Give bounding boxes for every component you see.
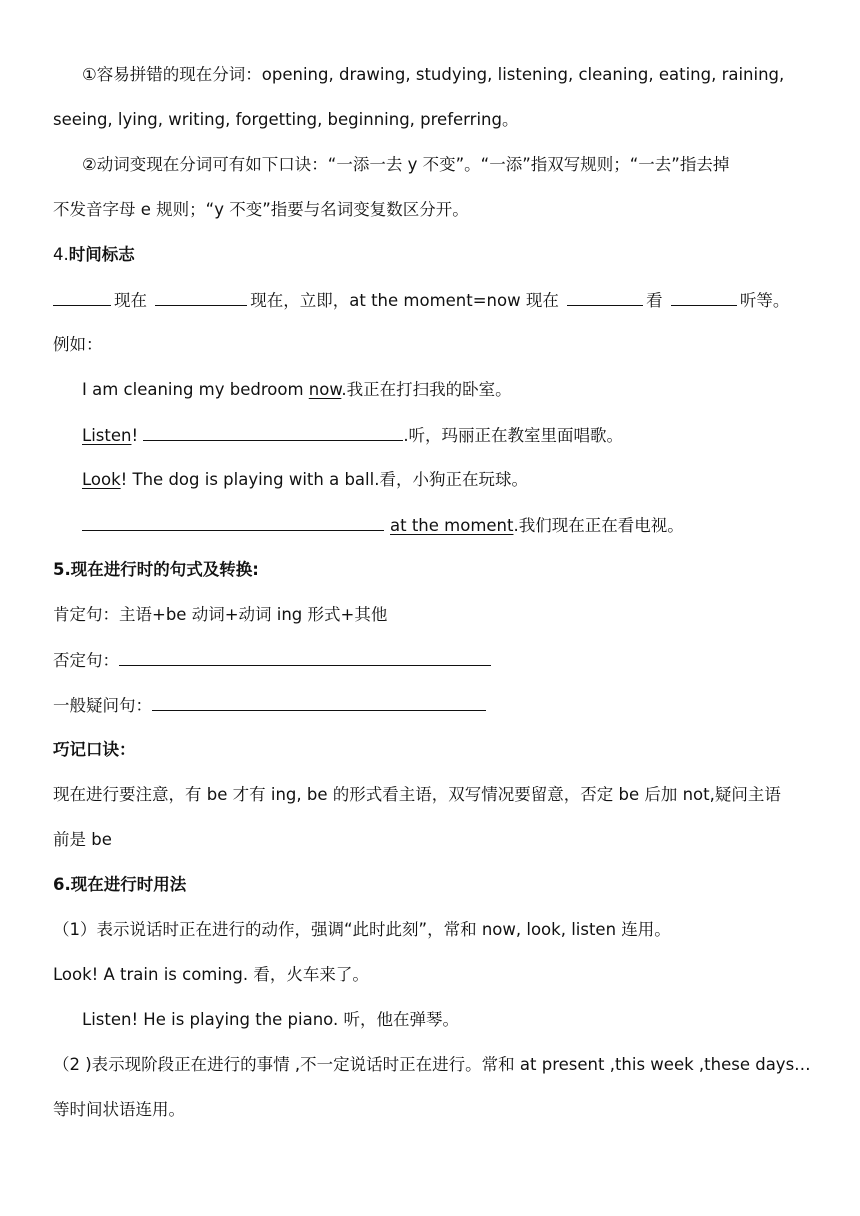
example-3-text: ! The dog is playing with a ball.看，小狗正在玩球。: [120, 470, 528, 489]
usage-2-line-1: （2 )表示现阶段正在进行的事情 ,不一定说话时正在进行。常和 at present ,this week ,these days…: [53, 1055, 811, 1074]
example-1-keyword: now: [308, 380, 342, 399]
marker-word-3: 看: [646, 291, 663, 310]
marker-word-2: 现在，立即，at the moment=now 现在: [250, 291, 559, 310]
marker-word-1: 现在: [114, 291, 147, 310]
rhyme-line-1: 现在进行要注意，有 be 才有 ing, be 的形式看主语，双写情况要留意，否定 be 后加 not,疑问主语: [53, 785, 781, 804]
spelling-note-line-1: ①容易拼错的现在分词：opening, drawing, studying, listening, cleaning, eating, raining,: [82, 65, 785, 84]
fill-blank-6[interactable]: [82, 513, 384, 531]
example-2-translation: .听，玛丽正在教室里面唱歌。: [403, 426, 624, 445]
section-4-number: 4.: [53, 245, 69, 264]
example-3-keyword: Look: [82, 470, 121, 489]
rhyme-line-2: 前是 be: [53, 830, 112, 849]
marker-word-4: 听等。: [739, 291, 790, 310]
fill-blank-1[interactable]: [53, 288, 111, 306]
fill-blank-8[interactable]: [152, 693, 486, 711]
fill-blank-2[interactable]: [155, 288, 247, 306]
fill-blank-5[interactable]: [143, 423, 403, 441]
usage-1-example-1: Look! A train is coming. 看，火车来了。: [53, 965, 369, 984]
rhyme-heading: 巧记口诀：: [53, 740, 136, 759]
example-4-translation: .我们现在正在看电视。: [513, 516, 684, 535]
section-6-heading: 6.现在进行时用法: [53, 875, 187, 894]
question-label: 一般疑问句：: [53, 696, 152, 715]
section-5-heading: 5.现在进行时的句式及转换:: [53, 560, 259, 579]
rule-rhyme-line-1: ②动词变现在分词可有如下口诀：“一添一去 y 不变”。“一添”指双写规则；“一去”指去掉: [82, 155, 730, 174]
usage-2-line-2: 等时间状语连用。: [53, 1100, 185, 1119]
example-1-text: I am cleaning my bedroom: [82, 380, 309, 399]
example-3: [82, 468, 812, 492]
fill-blank-7[interactable]: [119, 648, 491, 666]
spelling-note-line-2: seeing, lying, writing, forgetting, beginning, preferring。: [53, 110, 519, 129]
example-1: [82, 378, 812, 402]
example-4-keyword: at the moment: [390, 516, 514, 535]
usage-1-example-2: Listen! He is playing the piano. 听，他在弹琴。: [82, 1010, 459, 1029]
affirmative-sentence: 肯定句：主语+be 动词+动词 ing 形式+其他: [53, 605, 388, 624]
negative-label: 否定句：: [53, 651, 119, 670]
example-label: 例如：: [53, 335, 103, 354]
fill-blank-4[interactable]: [671, 288, 737, 306]
time-markers-line: [53, 288, 812, 312]
example-4: [82, 513, 812, 537]
fill-blank-3[interactable]: [567, 288, 643, 306]
rule-rhyme-line-2: 不发音字母 e 规则；“y 不变”指要与名词变复数区分开。: [53, 200, 469, 219]
negative-sentence-line: [53, 648, 812, 672]
example-2-keyword: Listen: [82, 426, 132, 445]
section-4-title: 时间标志: [68, 245, 135, 264]
example-2-mark: !: [131, 426, 144, 445]
example-2: [82, 423, 812, 447]
example-1-translation: .我正在打扫我的卧室。: [341, 380, 512, 399]
section-4-heading: [53, 243, 812, 267]
question-sentence-line: [53, 693, 812, 717]
usage-1: （1）表示说话时正在进行的动作，强调“此时此刻”，常和 now, look, listen 连用。: [53, 920, 671, 939]
